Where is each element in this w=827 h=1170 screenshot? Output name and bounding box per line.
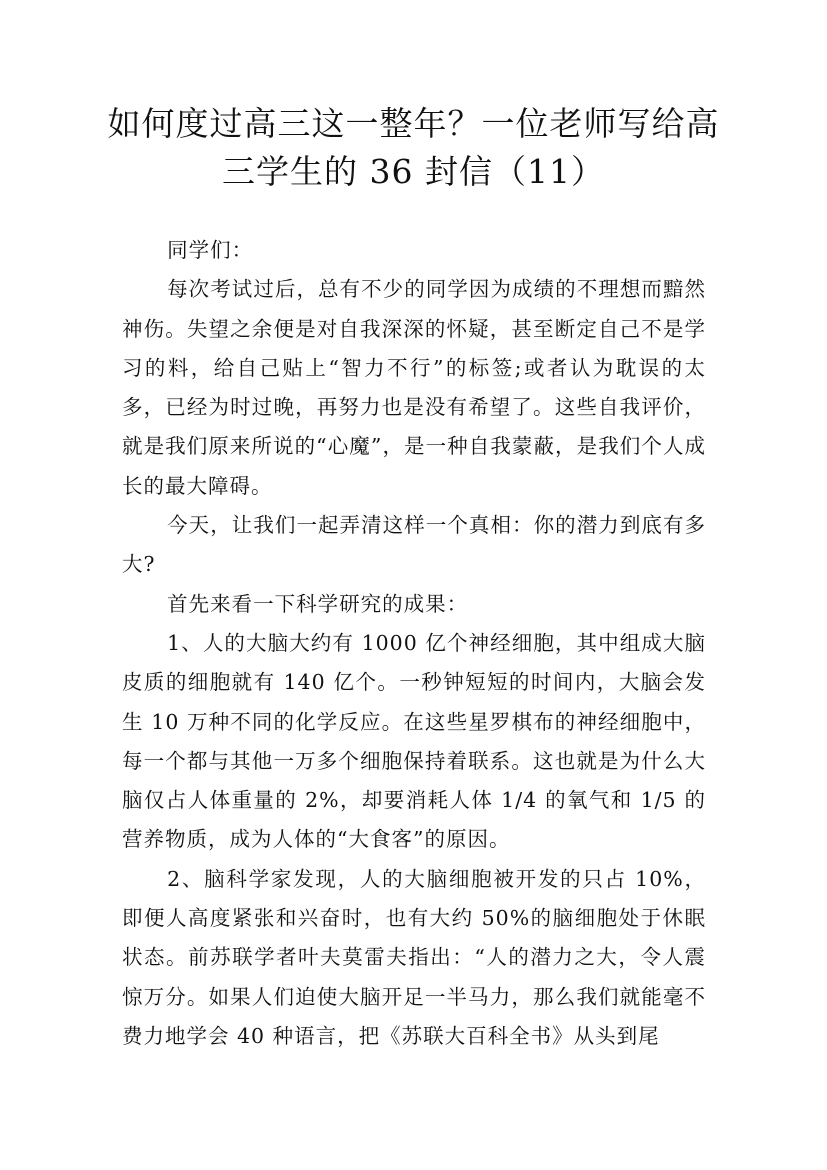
document-title: [100, 100, 727, 196]
title-line-2: 三学生的 36 封信（11）: [222, 152, 605, 191]
paragraph: 2、脑科学家发现，人的大脑细胞被开发的只占 10%，即便人高度紧张和兴奋时，也有大约 50%的脑细胞处于休眠状态。前苏联学者叶夫莫雷夫指出：“人的潜力之大，令人震惊万分。如果人们迫使大脑开足一半马力，那么我们就能毫不费力地学会 40 种语言，把《苏联大百科全书》从头到尾: [122, 866, 706, 1048]
document-body: [122, 231, 706, 1056]
salutation: 同学们：: [167, 238, 254, 262]
paragraph: 1、人的大脑大约有 1000 亿个神经细胞，其中组成大脑皮质的细胞就有 140 亿个。一秒钟短短的时间内，大脑会发生 10 万种不同的化学反应。在这些星罗棋布的神经细胞中，每一个都与其他一万多个细胞保持着联系。这也就是为什么大脑仅占人体重量的 2%，却要消耗人体 1/4 的氧气和 1/5 的营养物质，成为人体的“大食客”的原因。: [122, 630, 706, 852]
paragraph: 每次考试过后，总有不少的同学因为成绩的不理想而黯然神伤。失望之余便是对自我深深的怀疑，甚至断定自己不是学习的料，给自己贴上“智力不行”的标签;或者认为耽误的太多，已经为时过晚，再努力也是没有希望了。这些自我评价，就是我们原来所说的“心魔”，是一种自我蒙蔽，是我们个人成长的最大障碍。: [122, 277, 706, 498]
paragraph: 今天，让我们一起弄清这样一个真相：你的潜力到底有多大?: [122, 513, 706, 577]
title-line-1: 如何度过高三这一整年？一位老师写给高: [107, 104, 720, 143]
paragraph: 首先来看一下科学研究的成果：: [167, 591, 469, 616]
